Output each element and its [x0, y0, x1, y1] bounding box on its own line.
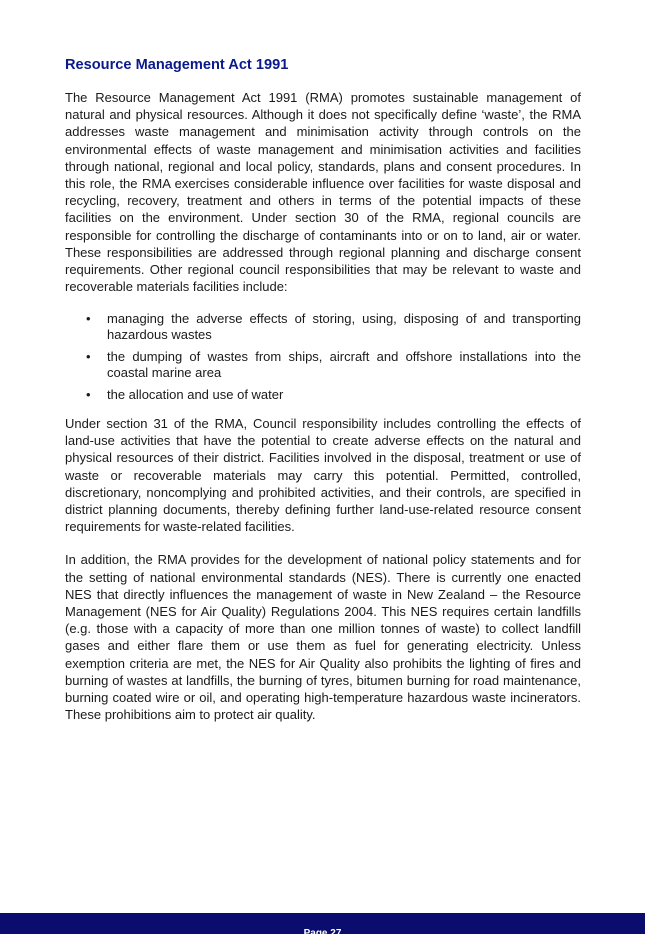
- regional-responsibilities-list: [65, 311, 581, 403]
- paragraph-rma-overview: The Resource Management Act 1991 (RMA) promotes sustainable management of natural and physical resources. Although it does not specifically define ‘waste’, the RMA addresses waste management and minimisation activity through controls on the environmental effects of waste management and minimisation activities and facilities through national, regional and local policy, standards, plans and consent procedures. In this role, the RMA exercises considerable influence over facilities for waste disposal and recycling, recovery, treatment and others in terms of the potential impacts of these facilities on the environment. Under section 30 of the RMA, regional councils are responsible for controlling the discharge of contaminants into or on to land, air or water. These responsibilities are addressed through regional planning and discharge consent requirements. Other regional council responsibilities that may be relevant to waste and recoverable materials facilities include:: [65, 90, 581, 295]
- section-heading: Resource Management Act 1991: [65, 57, 289, 73]
- list-item: [65, 387, 581, 403]
- paragraph-section-31: Under section 31 of the RMA, Council responsibility includes controlling the effects of land-use activities that have the potential to create adverse effects on the natural and physical resources of their district. Facilities involved in the disposal, treatment or use of waste or recoverable materials may carry this potential. Permitted, controlled, discretionary, noncomplying and prohibited activities, and their controls, are specified in district planning documents, thereby defining further land-use-related resource consent requirements for waste-related facilities.: [65, 415, 581, 535]
- document-body: [65, 56, 581, 739]
- list-item: [65, 311, 581, 342]
- page-number: Page 27: [303, 928, 342, 939]
- bullet-icon: •: [86, 311, 91, 327]
- page-footer: [0, 913, 645, 939]
- list-item-text: the allocation and use of water: [107, 387, 284, 403]
- bullet-icon: •: [86, 349, 91, 365]
- list-item-text: managing the adverse effects of storing, using, disposing of and transporting hazardous wastes: [107, 311, 581, 342]
- paragraph-nes: In addition, the RMA provides for the development of national policy statements and for the setting of national environmental standards (NES). There is currently one enacted NES that directly influences the management of waste in New Zealand – the Resource Management (NES for Air Quality) Regulations 2004. This NES requires certain landfills (e.g. those with a capacity of more than one million tonnes of waste) to collect landfill gases and either flare them or use them as fuel for generating electricity. Unless exemption criteria are met, the NES for Air Quality also prohibits the lighting of fires and burning of wastes at landfills, the burning of tyres, bitumen burning for road maintenance, burning coated wire or oil, and operating high-temperature hazardous waste incinerators. These prohibitions aim to protect air quality.: [65, 552, 581, 723]
- list-item: [65, 349, 581, 380]
- list-item-text: the dumping of wastes from ships, aircraft and offshore installations into the coastal marine area: [107, 349, 581, 380]
- bullet-icon: •: [86, 387, 91, 403]
